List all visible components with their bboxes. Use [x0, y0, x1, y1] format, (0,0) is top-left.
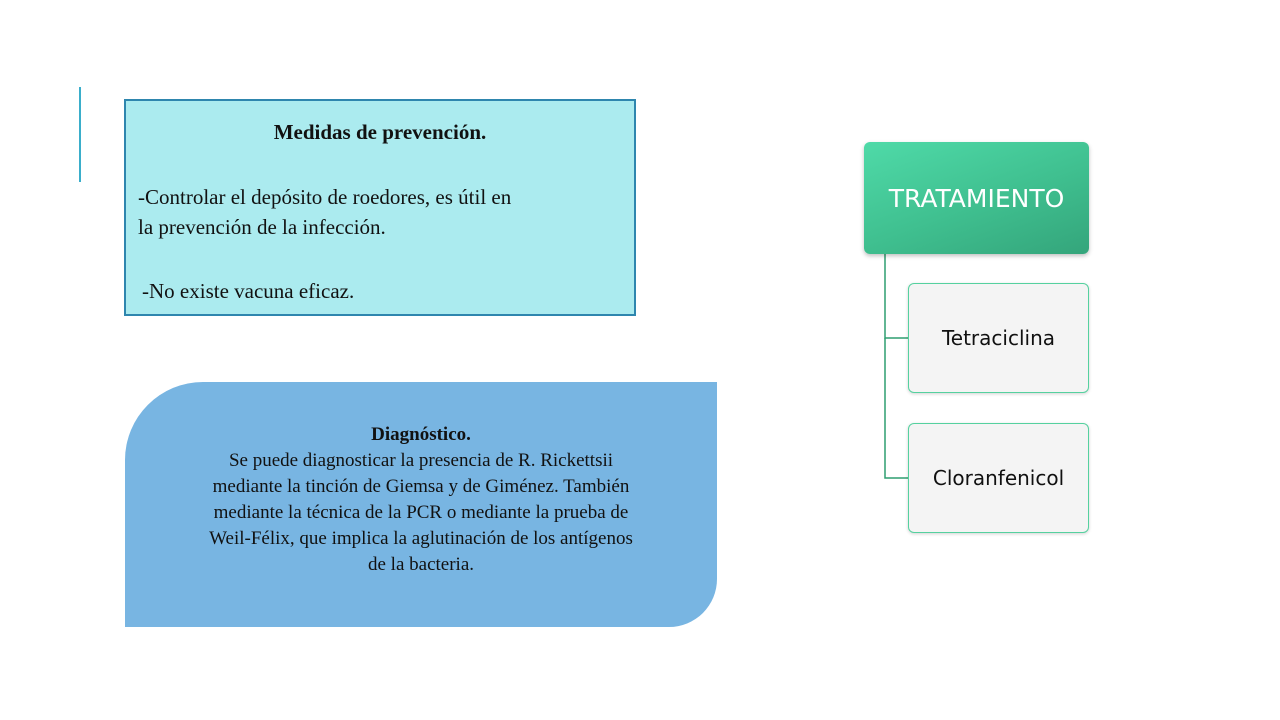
prevention-title: Medidas de prevención. [273, 120, 487, 144]
slide-accent-line [79, 87, 81, 182]
prevention-line-1: -Controlar el depósito de roedores, es útil en [138, 185, 512, 209]
connector-tetraciclina [885, 254, 908, 338]
connector-cloranfenicol [885, 338, 908, 478]
treatment-node-label: Cloranfenicol [932, 466, 1065, 490]
diagnosis-text: Se puede diagnosticar la presencia de R. Rickettsii mediante la tinción de Giemsa y de Giménez. También mediante la técnica de la PCR o mediante la prueba de Weil-Félix, que implica la aglutinación de los antígenos de la bacteria. [209, 450, 633, 575]
treatment-root-label: TRATAMIENTO [888, 183, 1065, 213]
prevention-box [124, 99, 636, 316]
diagnosis-title: Diagnóstico. [371, 424, 471, 445]
treatment-root-node [864, 142, 1089, 254]
treatment-node-tetraciclina [908, 283, 1089, 393]
prevention-line-3: -No existe vacuna eficaz. [142, 279, 355, 303]
prevention-line-2: la prevención de la infección. [138, 215, 386, 239]
treatment-node-cloranfenicol [908, 423, 1089, 533]
treatment-node-label: Tetraciclina [941, 326, 1056, 350]
diagnosis-box [125, 382, 717, 627]
